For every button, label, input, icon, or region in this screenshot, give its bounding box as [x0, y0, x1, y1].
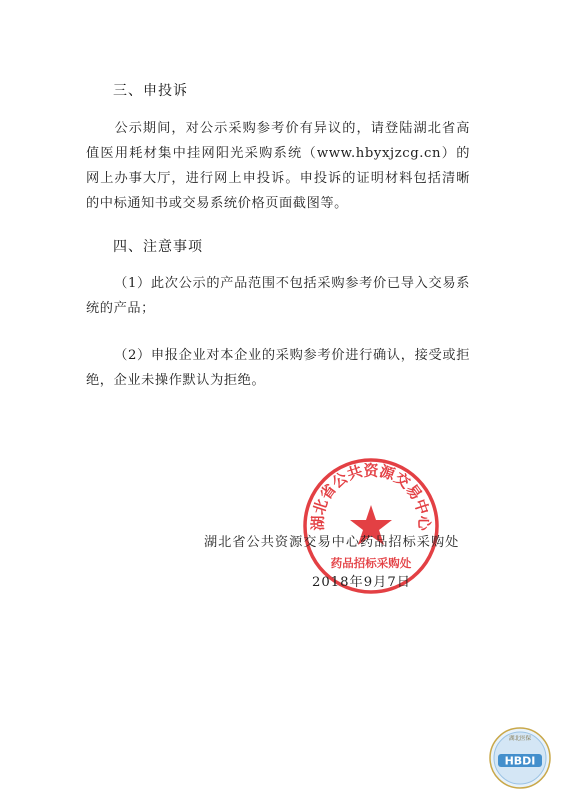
hbdi-logo-icon [488, 726, 552, 790]
logo-top-text: 湖北医保 [508, 736, 532, 742]
section-heading-complaints: 三、申投诉 [113, 83, 188, 99]
section-heading-notes: 四、注意事项 [113, 239, 203, 255]
signature-date: 2018年9月7日 [312, 575, 411, 590]
complaints-paragraph [86, 116, 470, 216]
seal-arc-text: 湖北省公共资源交易中心 [308, 461, 434, 531]
note-item-2-text: （2）申报企业对本企业的采购参考价进行确认，接受或拒绝，企业未操作默认为拒绝。 [86, 348, 470, 388]
signature-org: 湖北省公共资源交易中心药品招标采购处 [204, 535, 460, 550]
note-item-1-text: （1）此次公示的产品范围不包括采购参考价已导入交易系统的产品； [86, 276, 470, 316]
note-item-1 [86, 271, 470, 321]
complaints-text: 公示期间，对公示采购参考价有异议的，请登陆湖北省高值医用耗材集中挂网阳光采购系统（www.hbyxjzcg.cn）的网上办事大厅，进行网上申投诉。申投诉的证明材料包括清晰的中标通知书或交易系统价格页面截图等。 [86, 121, 470, 211]
seal-bottom-text: 药品招标采购处 [330, 556, 412, 570]
logo-text: HBDI [504, 754, 536, 768]
note-item-2 [86, 343, 470, 393]
